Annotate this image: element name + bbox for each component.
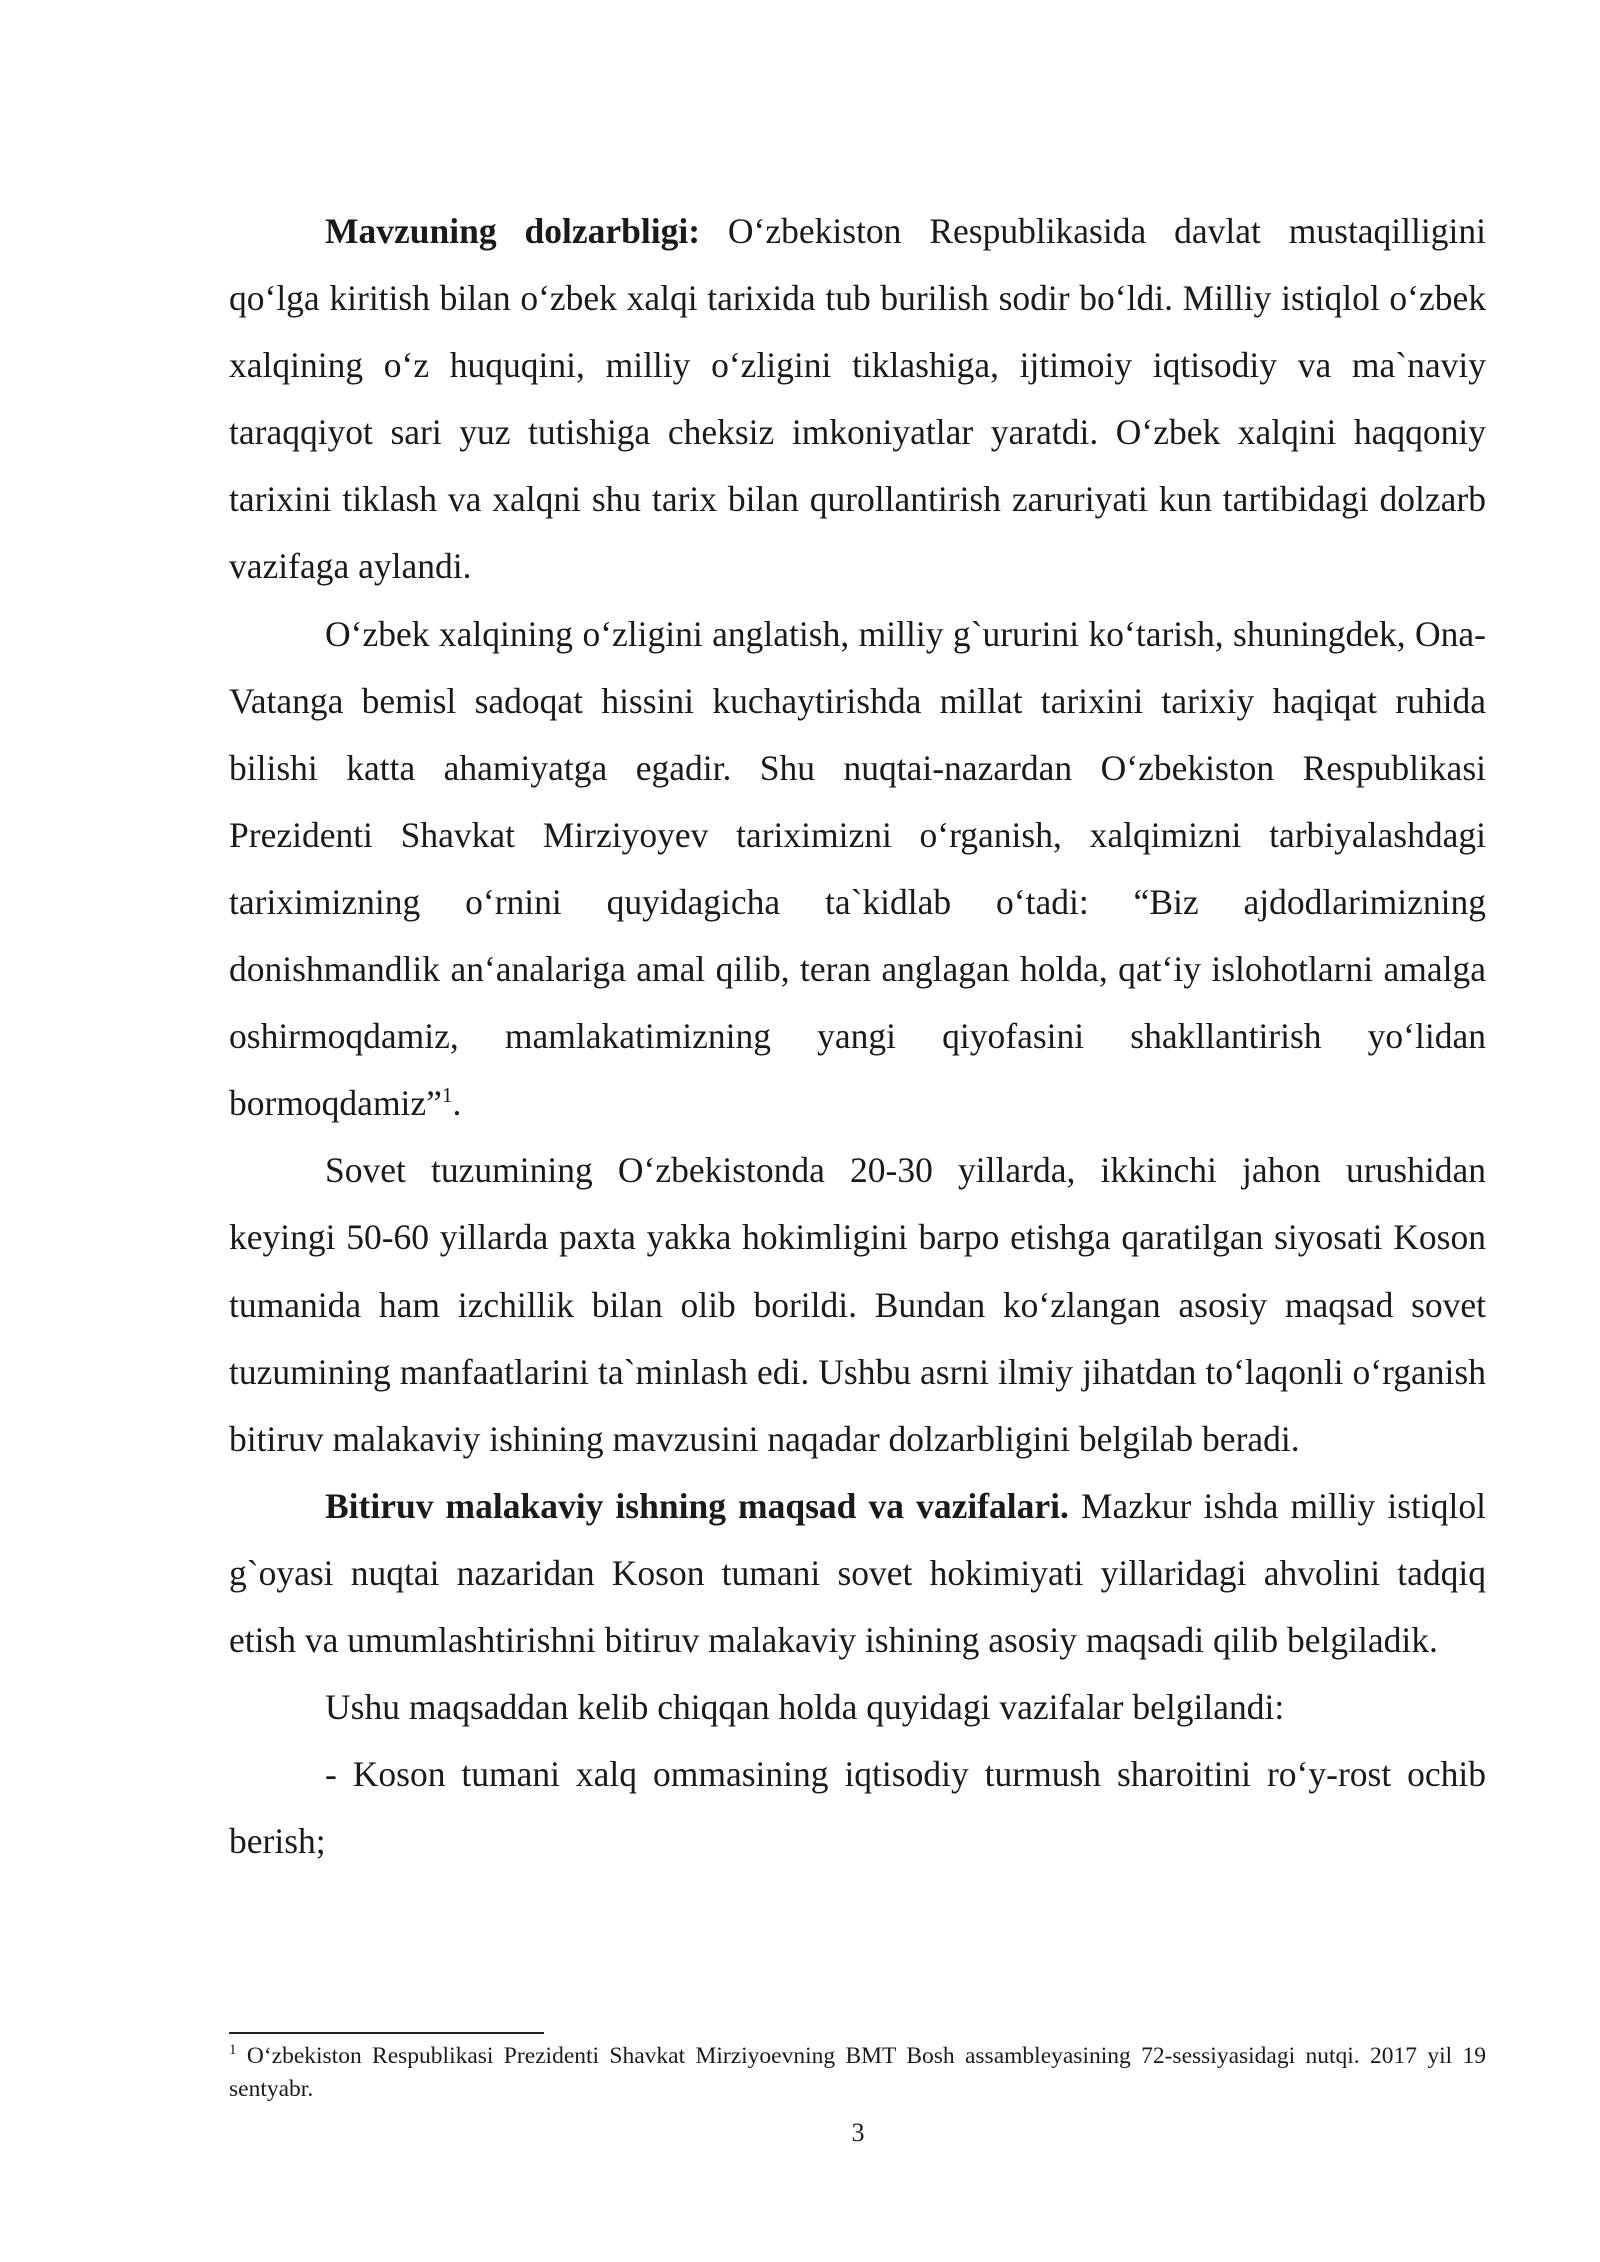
document-body bbox=[229, 198, 1486, 1875]
paragraph-tasks-intro bbox=[229, 1674, 1486, 1741]
paragraph-text: O‘zbekiston Respublikasida davlat mustaqilligini qo‘lga kiritish bilan o‘zbek xalqi tarixida tub burilish sodir bo‘ldi. Milliy istiqlol o‘zbek xalqining o‘z huquqini, milliy o‘zligini tiklashiga, ijtimoiy iqtisodiy va ma`naviy taraqqiyot sari yuz tutishiga cheksiz imkoniyatlar yaratdi. O‘zbek xalqini haqqoniy tarixini tiklash va xalqni shu tarix bilan qurollantirish zaruriyati kun tartibidagi dolzarb vazifaga aylandi. bbox=[229, 211, 1486, 587]
paragraph-lead-goals: Bitiruv malakaviy ishning maqsad va vazifalari. bbox=[325, 1485, 1069, 1526]
task-list-item bbox=[229, 1741, 1486, 1875]
paragraph-relevance bbox=[229, 198, 1486, 601]
paragraph-identity bbox=[229, 601, 1486, 1138]
paragraph-text: Sovet tuzumining O‘zbekistonda 20-30 yillarda, ikkinchi jahon urushidan keyingi 50-60 yillarda paxta yakka hokimligini barpo etishga qaratilgan siyosati Koson tumanida ham izchillik bilan olib borildi. Bundan ko‘zlangan asosiy maqsad sovet tuzumining manfaatlarini ta`minlash edi. Ushbu asrni ilmiy jihatdan to‘laqonli o‘rganish bitiruv malakaviy ishining mavzusini naqadar dolzarbligini belgilab beradi. bbox=[229, 1150, 1486, 1459]
footnote-reference[interactable]: 1 bbox=[441, 1083, 453, 1108]
paragraph-soviet-policy bbox=[229, 1137, 1486, 1472]
paragraph-text: Mazkur ishda milliy istiqlol g`oyasi nuqtai nazaridan Koson tumani sovet hokimiyati yillaridagi ahvolini tadqiq etish va umumlashtirishni bitiruv malakaviy ishining asosiy maqsadi qilib belgiladik. bbox=[229, 1485, 1487, 1660]
paragraph-text: O‘zbek xalqining o‘zligini anglatish, milliy g`ururini ko‘tarish, shuningdek, Ona-Vatanga bemisl sadoqat hissini kuchaytirishda millat tarixini tarixiy haqiqat ruhida bilishi katta ahamiyatga egadir. Shu nuqtai-nazardan O‘zbekiston Respublikasi Prezidenti Shavkat Mirziyoyev tariximizni o‘rganish, xalqimizni tarbiyalashdagi tariximizning o‘rnini quyidagicha ta`kidlab o‘tadi: “Biz ajdodlarimizning donishmandlik an‘analariga amal qilib, teran anglagan holda, qat‘iy islohotlarni amalga oshirmoqdamiz, mamlakatimizning yangi qiyofasini shakllantirish yo‘lidan bormoqdamiz” bbox=[229, 613, 1486, 1124]
paragraph-text: Ushu maqsaddan kelib chiqqan holda quyidagi vazifalar belgilandi: bbox=[325, 1687, 1285, 1728]
paragraph-lead-relevance: Mavzuning dolzarbligi: bbox=[325, 211, 701, 251]
paragraph-text: - Koson tumani xalq ommasining iqtisodiy turmush sharoitini ro‘y-rost ochib berish; bbox=[229, 1754, 1486, 1862]
footnote-text: O‘zbekiston Respublikasi Prezidenti Shavkat Mirziyoevning BMT Bosh assambleyasining 72-sessiyasidagi nutqi. 2017 yil 19 sentyabr. bbox=[229, 2043, 1486, 2102]
page-number: 3 bbox=[851, 2118, 865, 2147]
footnote-separator bbox=[229, 2032, 544, 2034]
paragraph-goals bbox=[229, 1473, 1486, 1674]
footnote-mark: 1 bbox=[229, 2042, 237, 2059]
footnote bbox=[229, 2040, 1486, 2106]
paragraph-tail: . bbox=[452, 1083, 462, 1124]
